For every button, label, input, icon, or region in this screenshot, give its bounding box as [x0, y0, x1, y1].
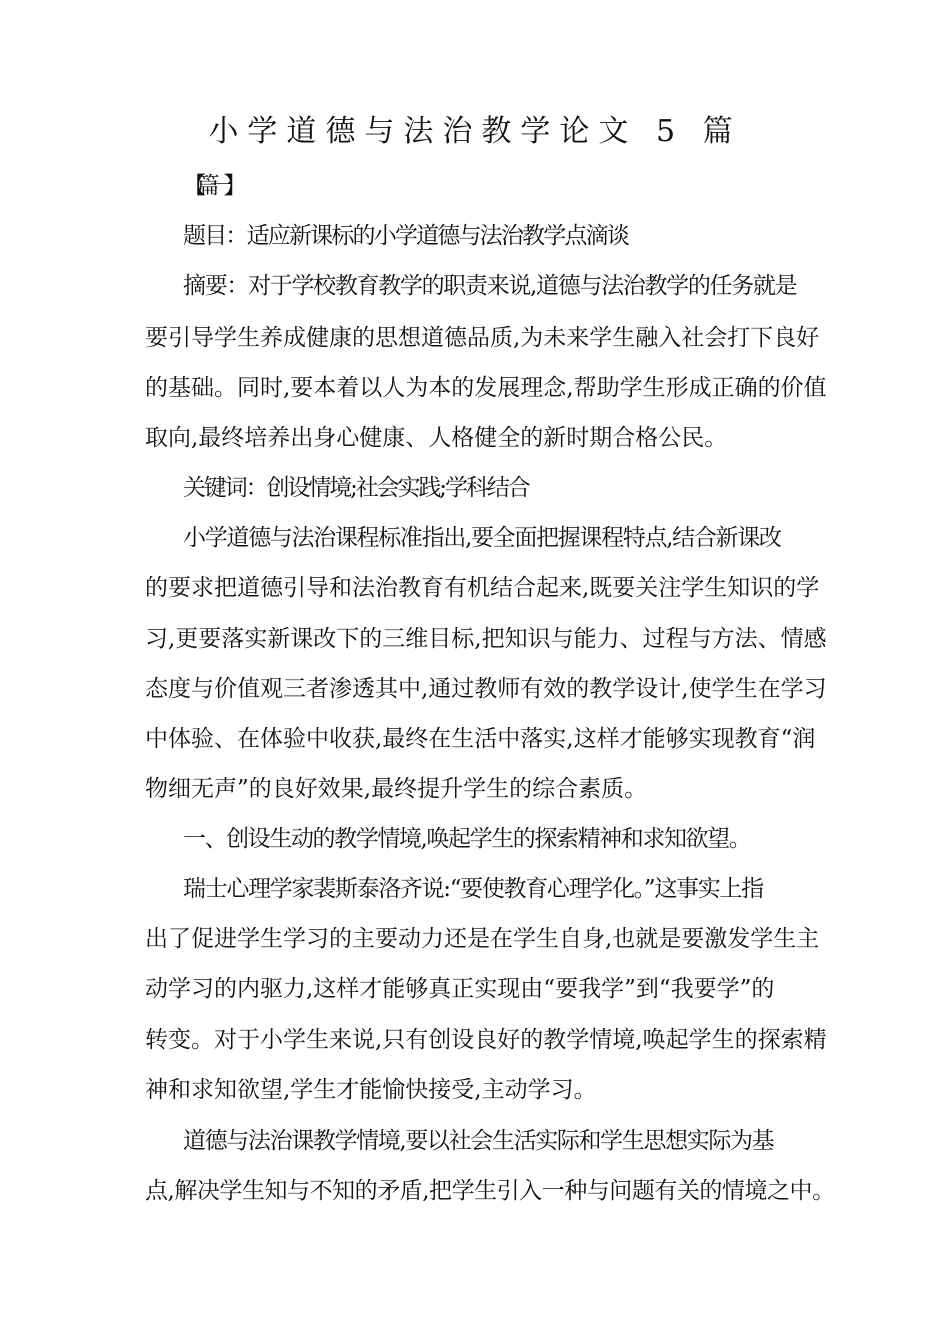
section-subheading: 一、创设生动的教学情境,唤起学生的探索精神和求知欲望。 — [183, 826, 751, 852]
body-line: 道德与法治课教学情境,要以社会生活实际和学生思想实际为基 — [183, 1128, 774, 1154]
section-heading: 【篇一】 — [183, 173, 237, 199]
body-line: 小学道德与法治课程标准指出,要全面把握课程特点,结合新课改 — [183, 525, 781, 551]
body-line: 转变。对于小学生来说,只有创设良好的教学情境,唤起学生的探索精 — [145, 1027, 827, 1053]
body-line: 中体验、在体验中收获,最终在生活中落实,这样才能够实现教育“润 — [145, 726, 816, 752]
body-line: 的要求把道德引导和法治教育有机结合起来,既要关注学生知识的学 — [145, 575, 820, 601]
body-line: 瑞士心理学家裴斯泰洛齐说:“要使教育心理学化。”这事实上指 — [183, 876, 763, 902]
abstract-line: 要引导学生养成健康的思想道德品质,为未来学生融入社会打下良好 — [145, 325, 820, 351]
body-line: 神和求知欲望,学生才能愉快接受,主动学习。 — [145, 1077, 597, 1103]
body-line: 点,解决学生知与不知的矛盾,把学生引入一种与问题有关的情境之中。 — [145, 1178, 835, 1204]
abstract-line: 的基础。同时,要本着以人为本的发展理念,帮助学生形成正确的价值 — [145, 375, 827, 401]
abstract-line: 取向,最终培养出身心健康、人格健全的新时期合格公民。 — [145, 425, 728, 451]
abstract-line: 摘要：对于学校教育教学的职责来说,道德与法治教学的任务就是 — [183, 273, 797, 299]
body-line: 动学习的内驱力,这样才能够真正实现由“要我学”到“我要学”的 — [145, 976, 775, 1002]
paper-topic: 题目：适应新课标的小学道德与法治教学点滴谈 — [183, 223, 629, 249]
body-line: 态度与价值观三者渗透其中,通过教师有效的教学设计,使学生在学习 — [145, 676, 827, 702]
body-line: 出了促进学生学习的主要动力还是在学生自身,也就是要激发学生主 — [145, 926, 820, 952]
body-line: 习,更要落实新课改下的三维目标,把知识与能力、过程与方法、情感 — [145, 626, 827, 652]
document-title: 小学道德与法治教学论文 5 篇 — [208, 114, 742, 149]
body-line: 物细无声”的良好效果,最终提升学生的综合素质。 — [145, 776, 648, 802]
keywords-line: 关键词：创设情境;社会实践;学科结合 — [183, 475, 529, 501]
